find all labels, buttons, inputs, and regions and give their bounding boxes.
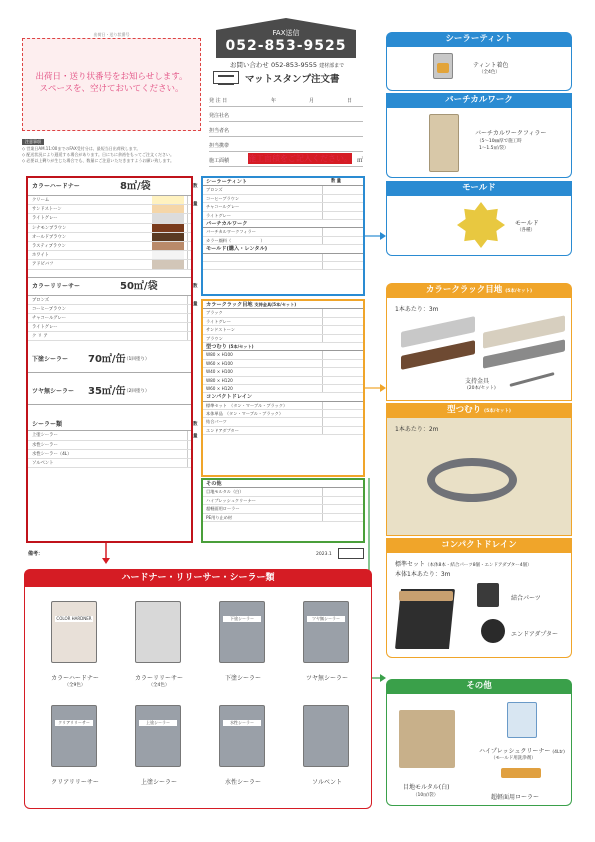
drain-title: コンパクトドレイン — [206, 394, 253, 401]
date-code: 2023.1 — [316, 552, 332, 557]
qty-cell[interactable] — [322, 488, 323, 495]
hardener-row[interactable] — [28, 196, 191, 205]
hardener-name: オールドブラウン — [32, 234, 67, 240]
mortar-bag-image — [399, 710, 455, 768]
vw-note1: （5〜10㎜厚で施工時 — [477, 139, 522, 144]
qty-cell[interactable] — [187, 431, 188, 439]
releaser-row[interactable] — [28, 323, 191, 332]
kata-row[interactable] — [203, 351, 363, 359]
qty-cell[interactable] — [322, 360, 323, 367]
qty-cell[interactable] — [322, 212, 323, 219]
product-label: カラーリリーサー — [134, 675, 183, 682]
crack-row-label: ライトグレー — [206, 318, 231, 324]
color-swatch — [152, 233, 184, 241]
other-row[interactable] — [203, 514, 363, 522]
day-label: 日 — [347, 98, 353, 104]
drain-row-label: 結合パーツ — [206, 419, 227, 425]
other-row[interactable] — [203, 488, 363, 496]
hardener-row[interactable] — [28, 214, 191, 223]
hardener-releaser-panel — [26, 176, 198, 543]
mold-row[interactable] — [203, 262, 363, 270]
qty-cell[interactable] — [322, 318, 323, 325]
primer-size: 70㎡/缶 — [88, 354, 126, 366]
product-image — [51, 601, 97, 663]
crack-head — [203, 301, 363, 309]
qty-cell[interactable] — [187, 305, 188, 313]
sealer-list — [28, 431, 191, 468]
mold-image — [457, 202, 505, 248]
tint-title: シーラーティント — [206, 179, 248, 185]
filler-bag-image — [429, 114, 459, 172]
kata-row[interactable] — [203, 377, 363, 385]
hardener-name: サンドストーン — [32, 207, 62, 213]
kata-row[interactable] — [203, 360, 363, 368]
qty-cell[interactable] — [322, 427, 323, 434]
product-image — [135, 601, 181, 663]
company-label: 発注社名 — [209, 113, 230, 119]
kata-header-sub: (5本/セット) — [484, 409, 511, 414]
releaser-row-label: ク リ ア — [32, 334, 48, 340]
connector-image — [477, 583, 499, 607]
kata-row[interactable] — [203, 368, 363, 376]
crack-row-label: ブラック — [206, 310, 223, 316]
order-header-form — [209, 92, 363, 167]
qty-cell[interactable] — [322, 326, 323, 333]
product-image — [51, 705, 97, 767]
hardener-list — [28, 196, 191, 270]
qty-cell[interactable] — [322, 505, 323, 512]
sealer-row[interactable] — [28, 459, 191, 468]
mold-caption: モールド — [515, 220, 539, 227]
qty-cell[interactable] — [322, 195, 323, 202]
hardener-row[interactable] — [28, 251, 191, 260]
releaser-row[interactable] — [28, 296, 191, 305]
mold-head — [203, 245, 363, 253]
other-panel — [201, 478, 365, 543]
qty-cell[interactable] — [322, 203, 323, 210]
site-note: 施工面積をご記入ください。 — [248, 154, 352, 163]
cleaner-label — [479, 746, 565, 755]
crack-header-title: カラークラック目地 — [425, 285, 503, 295]
crack-row-label: サンドストーン — [206, 327, 235, 333]
qty-cell[interactable] — [187, 296, 188, 304]
qty-cell[interactable] — [187, 323, 188, 331]
hardener-row[interactable] — [28, 242, 191, 251]
qty-label: 数 量 — [193, 422, 198, 440]
qty-cell[interactable] — [187, 233, 188, 241]
hardener-row[interactable] — [28, 205, 191, 214]
fax-label: FAX送信 — [272, 29, 300, 37]
note-line: ◇ 営業日AM.11:00までのFAX受付分は、最短当日出荷致します。 — [22, 146, 141, 151]
qty-cell[interactable] — [322, 377, 323, 384]
tint-row-label: ブロンズ — [206, 187, 223, 193]
vertical-row[interactable] — [203, 237, 363, 245]
cleaner-note: （モールド用洗浄剤） — [491, 756, 536, 761]
end-adapter-image — [481, 619, 505, 643]
cleaner-bottle-image — [507, 702, 537, 738]
product-label: クリアリリーサー — [51, 779, 99, 786]
kata-row-label: W40 × H100 — [206, 369, 233, 375]
tint-card — [386, 47, 572, 91]
shipping-message-line2: スペースを、空けておいてください。 — [39, 84, 184, 94]
hardener-name: ライトグレー — [32, 216, 58, 222]
releaser-row-label: コーヒーブラウン — [32, 306, 66, 312]
vertical-row[interactable] — [203, 228, 363, 236]
vertical-row-label: カラー顔料（ ） — [206, 237, 265, 243]
color-swatch — [152, 260, 184, 268]
vw-note2: 1〜1.5㎡/袋） — [479, 146, 509, 151]
drain-row-label: エンドアダプター — [206, 427, 239, 433]
product-image — [219, 601, 265, 663]
drain-list — [203, 402, 363, 436]
hardener-row[interactable] — [28, 260, 191, 269]
product-label: カラーハードナー — [51, 675, 99, 682]
other-row-label: ハイプレッシュクリーナー — [206, 497, 256, 503]
sealers-title: シーラー類 — [32, 421, 63, 429]
kata-subtitle: (5本/セット) — [228, 343, 254, 349]
unit-label: ㎡ — [356, 157, 363, 164]
tint-row-label: ライトグレー — [206, 212, 231, 218]
drain-set-label: 標準セット — [395, 561, 426, 568]
kata-head — [203, 343, 363, 351]
products-card — [24, 587, 372, 809]
product-image — [135, 705, 181, 767]
bracket-label: 支持金具 — [465, 378, 490, 385]
releaser-row-label: チャコールグレー — [32, 315, 67, 321]
kata-row-label: W80 × H100 — [206, 352, 233, 358]
qty-cell[interactable] — [322, 385, 323, 392]
qty-cell[interactable] — [187, 314, 188, 322]
vertical-title: バーチカルワーク — [206, 220, 248, 227]
qty-label: 数 量 — [331, 179, 342, 184]
crack-length: 1本あたり：3m — [395, 306, 439, 313]
drain-top-image — [399, 591, 453, 601]
spacer — [28, 405, 191, 419]
other-head — [203, 480, 363, 488]
crack-list — [203, 309, 363, 343]
color-swatch — [152, 251, 184, 259]
qty-cell[interactable] — [187, 196, 188, 204]
drain-card — [386, 553, 572, 658]
sealer-row[interactable] — [28, 441, 191, 450]
qty-cell[interactable] — [322, 402, 323, 409]
connector-label: 結合パーツ — [511, 595, 541, 602]
notes-heading: 注意事項 — [22, 139, 44, 145]
drain-head — [203, 393, 363, 401]
tint-row[interactable] — [203, 195, 363, 203]
kata-card — [386, 418, 572, 536]
drain-row[interactable] — [203, 410, 363, 418]
hardener-title: カラーハードナー — [32, 183, 80, 190]
other-row[interactable] — [203, 497, 363, 505]
qty-cell[interactable] — [187, 251, 188, 259]
qty-cell[interactable] — [187, 260, 188, 268]
cleaner-name: ハイプレッシュクリーナー — [479, 748, 551, 755]
tint-colors: （全4色） — [479, 70, 500, 75]
roller-label: 超軽面用ローラー — [491, 794, 540, 801]
crack-row[interactable] — [203, 326, 363, 334]
mold-note: （各種） — [517, 228, 535, 233]
date-label: 発 注 日 — [209, 98, 228, 104]
releaser-row[interactable] — [28, 305, 191, 314]
other-row-label: PE用り止め材 — [206, 514, 233, 520]
tint-can-label — [437, 63, 449, 73]
kata-row-label: W80 × H120 — [206, 377, 233, 383]
mortar-note: （10㎡/袋） — [413, 793, 439, 798]
other-card — [386, 694, 572, 806]
tel-line — [207, 60, 367, 69]
cleaner-volume: (4Ltr) — [552, 750, 565, 755]
crack-row[interactable] — [203, 309, 363, 317]
matte-note: （2回塗り） — [124, 389, 150, 395]
order-form-logo — [213, 70, 363, 86]
notes — [22, 139, 204, 164]
kata-title: 型つむり — [206, 343, 227, 350]
person-row[interactable] — [209, 122, 363, 137]
mold-title: モールド(購入・レンタル) — [206, 246, 268, 253]
matte-size: 35㎡/缶 — [88, 386, 126, 398]
sealer-row[interactable] — [28, 450, 191, 459]
qty-label: 数 量 — [193, 184, 198, 207]
kata-header-title: 型つむり — [447, 405, 482, 415]
remarks-label: 備考： — [28, 551, 44, 557]
product-image — [303, 601, 349, 663]
vertical-head — [203, 220, 363, 228]
site-row[interactable] — [209, 152, 363, 167]
mat-logo-small-icon — [338, 548, 364, 559]
crack-title: カラークラック目地 — [206, 302, 253, 308]
mold-card — [386, 196, 572, 256]
product-can-label: ツヤ無シーラー — [307, 616, 345, 622]
spacer — [28, 270, 191, 278]
hardener-name: ホワイト — [32, 253, 50, 259]
other-title: その他 — [206, 481, 222, 487]
tint-row-label: チャコールグレー — [206, 204, 240, 210]
vw-caption: バーチカルワークフィラー — [475, 130, 547, 137]
crack-row-label: ブラウン — [206, 335, 223, 341]
vertical-row-label: バーチカルワークフィラー — [206, 229, 256, 235]
product-image — [219, 705, 265, 767]
drain-header: コンパクトドレイン — [386, 538, 572, 553]
qty-cell[interactable] — [187, 441, 188, 449]
bracket-image — [509, 372, 554, 387]
releaser-list — [28, 296, 191, 342]
shipping-caption: 出荷日・送り状番号 — [93, 32, 130, 37]
qty-cell[interactable] — [322, 237, 323, 244]
primer-title: 下塗シーラー — [32, 356, 69, 364]
releaser-row[interactable] — [28, 332, 191, 341]
kata-row-label: W60 × H100 — [206, 360, 233, 366]
phone-label: 担当携帯 — [209, 143, 230, 149]
releaser-title: カラーリリーサー — [32, 282, 81, 290]
qty-cell[interactable] — [322, 186, 323, 193]
mold-row[interactable] — [203, 254, 363, 262]
fax-number: 052-853-9525 — [225, 38, 347, 54]
hardener-name: アドビバフ — [32, 262, 54, 268]
note-line: ◇ 必要以上剰りが生じた場合でも、数量にご注意いただきますようお願い致します。 — [22, 158, 175, 163]
drain-row[interactable] — [203, 427, 363, 435]
drain-row[interactable] — [203, 418, 363, 426]
product-variants: （全4色） — [148, 683, 170, 688]
site-label: 施工面積 — [209, 158, 230, 164]
hardener-row[interactable] — [28, 233, 191, 242]
vertical-list — [203, 228, 363, 245]
date-row[interactable] — [209, 92, 363, 107]
hardener-name: クリーム — [32, 198, 50, 203]
color-swatch — [152, 214, 184, 222]
product-variants: （全9色） — [64, 683, 86, 688]
color-swatch — [152, 242, 184, 250]
qty-cell[interactable] — [187, 459, 188, 467]
phone-row[interactable] — [209, 137, 363, 152]
tint-row[interactable] — [203, 212, 363, 220]
tint-head — [203, 178, 363, 186]
product-image — [303, 705, 349, 767]
hardener-size: 8㎡/袋 — [120, 181, 151, 192]
drain-set — [395, 559, 532, 568]
product-label: 下塗シーラー — [224, 675, 261, 682]
shipping-message-line1: 出荷日・送り状番号をお知らせします。 — [35, 72, 188, 82]
qty-cell[interactable] — [322, 309, 323, 316]
tel-number: お問い合わせ 052-853-9555 — [229, 61, 318, 69]
hardener-name: ラスティブラウン — [32, 243, 66, 249]
crack-header-sub: (5本/セット) — [505, 289, 533, 294]
vertical-header: バーチカルワーク — [386, 93, 572, 108]
drain-row-label: 本体単品 （タン・マーブル・ブラック） — [206, 411, 284, 417]
tint-header: シーラーティント — [386, 32, 572, 47]
bracket-note: (20本/セット) — [467, 386, 496, 391]
other-header: その他 — [386, 679, 572, 694]
product-can-label: COLOR HARDNER — [56, 616, 92, 621]
product-label: 上塗シーラー — [140, 779, 177, 786]
year-label: 年 — [271, 98, 277, 104]
qty-cell[interactable] — [187, 332, 188, 340]
sealer-row-label: 上塗シーラー — [32, 433, 58, 439]
month-label: 月 — [309, 98, 315, 104]
sealer-row-label: ソルベント — [32, 461, 54, 466]
crack-subtitle: 支持金具(5本/セット) — [254, 302, 297, 307]
mortar-label: 目地モルタル(白) — [403, 784, 450, 791]
qty-label: 数 量 — [193, 283, 198, 307]
qty-cell[interactable] — [187, 450, 188, 458]
kata-header — [386, 403, 572, 419]
vertical-card — [386, 108, 572, 178]
matte-title: ツヤ無シーラー — [32, 388, 75, 396]
crack-card — [386, 298, 572, 401]
tint-caption: ティント着色 — [473, 62, 509, 69]
hardener-name: シナモンブラウン — [32, 225, 67, 231]
crack-row[interactable] — [203, 335, 363, 343]
tel-suffix: 建材部まで — [319, 63, 345, 69]
end-adapter-label: エンドアダプター — [511, 631, 558, 638]
qty-cell[interactable] — [322, 335, 323, 342]
other-list — [203, 488, 363, 522]
other-row-label: 目地モルタル（白） — [206, 489, 244, 495]
primer-note: （1回塗り） — [124, 357, 150, 363]
product-label: 水性シーラー — [224, 779, 261, 786]
releaser-size: 50㎡/袋 — [120, 280, 158, 292]
kata-image — [427, 458, 517, 502]
product-can-label: 水性シーラー — [223, 720, 261, 726]
tint-row[interactable] — [203, 203, 363, 211]
mat-logo-icon — [213, 71, 239, 84]
product-label: ソルベント — [311, 779, 342, 786]
mold-header: モールド — [386, 181, 572, 196]
crack-row[interactable] — [203, 318, 363, 326]
shipping-message — [23, 71, 200, 95]
qty-cell[interactable] — [322, 497, 323, 504]
kata-row[interactable] — [203, 385, 363, 393]
product-can-label: クリアリリーサー — [55, 720, 93, 726]
qty-cell[interactable] — [322, 351, 323, 358]
products-header: ハードナー・リリーサー・シーラー類 — [24, 569, 372, 587]
drain-set-note: （本体8本・結合パーツ8個・エンドアダプター4個） — [425, 563, 532, 568]
other-row[interactable] — [203, 505, 363, 513]
drain-length: 本体1本あたり：3m — [395, 571, 451, 578]
qty-cell[interactable] — [187, 214, 188, 222]
qty-cell[interactable] — [187, 205, 188, 213]
qty-cell[interactable] — [187, 242, 188, 250]
qty-cell[interactable] — [322, 228, 323, 235]
qty-cell[interactable] — [187, 224, 188, 232]
releaser-row[interactable] — [28, 314, 191, 323]
crack-header — [386, 283, 572, 299]
color-swatch — [152, 196, 184, 204]
drain-row-label: 標準セット （タン・マーブル・ブラック） — [206, 402, 288, 408]
color-swatch — [152, 205, 184, 213]
qty-cell[interactable] — [322, 514, 323, 521]
drain-row[interactable] — [203, 402, 363, 410]
qty-cell[interactable] — [322, 410, 323, 417]
other-row-label: 超軽面用ローラー — [206, 506, 240, 512]
company-row[interactable] — [209, 107, 363, 122]
product-can-label: 下塗シーラー — [223, 616, 261, 622]
person-label: 担当者名 — [209, 128, 230, 134]
sealer-row-label: 水性シーラー（4L） — [32, 451, 72, 457]
tint-list — [203, 186, 363, 220]
kata-row-label: W60 × H120 — [206, 385, 233, 391]
fax-header — [216, 18, 356, 58]
product-label: ツヤ無シーラー — [305, 675, 348, 682]
product-can-label: 上塗シーラー — [139, 720, 177, 726]
hardener-row[interactable] — [28, 224, 191, 233]
note-line: ◇ 配送状況により遅延する場合があります。日にちに余裕をもってご注文ください。 — [22, 152, 175, 157]
tint-panel — [201, 176, 365, 296]
kata-length: 1本あたり：2m — [395, 426, 439, 433]
kata-list — [203, 351, 363, 393]
releaser-row-label: ブロンズ — [32, 297, 50, 303]
sealer-row[interactable] — [28, 431, 191, 440]
releaser-row-label: ライトグレー — [32, 325, 58, 331]
qty-cell[interactable] — [322, 418, 323, 425]
color-swatch — [152, 224, 184, 232]
matte-row[interactable] — [28, 379, 191, 405]
crack-panel — [201, 299, 365, 477]
order-form-title: マットスタンプ注文書 — [245, 74, 340, 85]
tint-row-label: コーヒーブラウン — [206, 195, 240, 201]
sealer-row-label: 水性シーラー — [32, 442, 58, 448]
qty-cell[interactable] — [322, 368, 323, 375]
tint-row[interactable] — [203, 186, 363, 194]
roller-image — [501, 768, 541, 778]
primer-row[interactable] — [28, 347, 191, 373]
shipping-info-box[interactable] — [22, 32, 201, 131]
